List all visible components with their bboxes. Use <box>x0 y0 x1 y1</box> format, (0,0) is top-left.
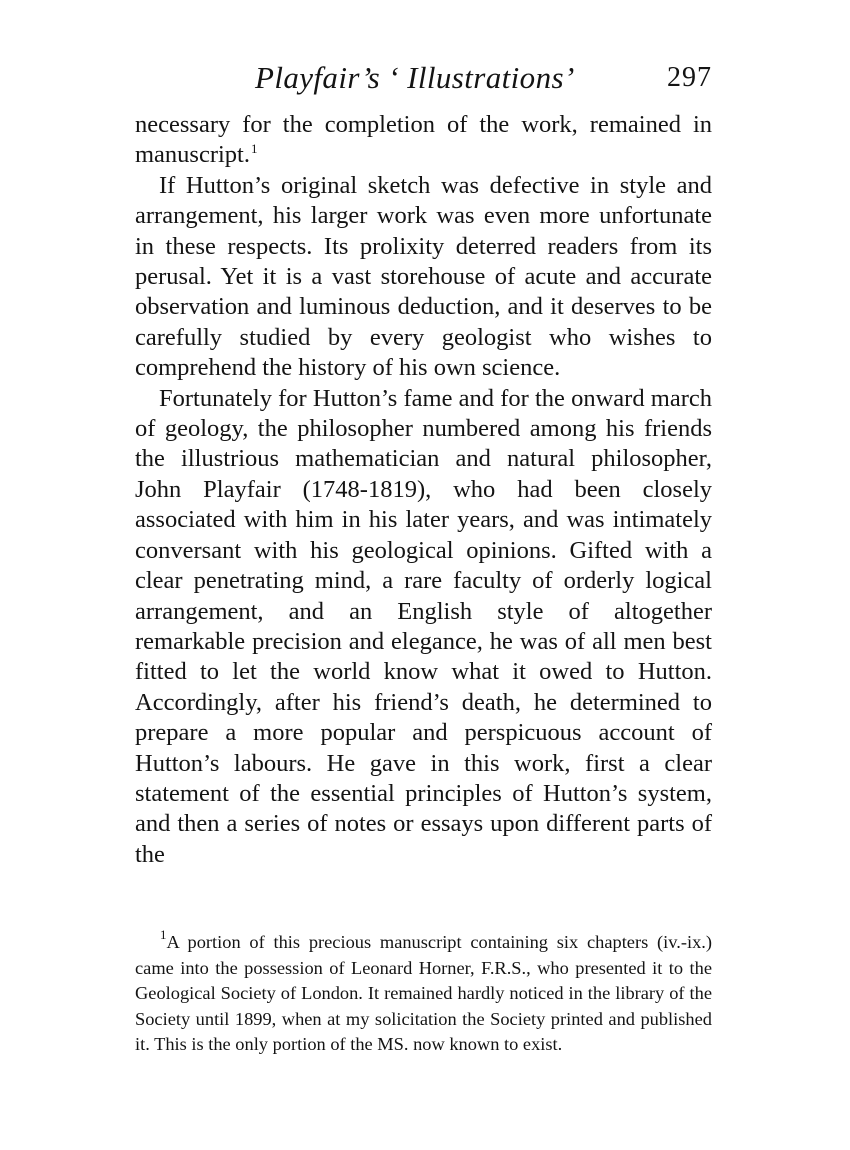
paragraph-2: If Hutton’s original sketch was defective in style and arrangement, his larger work was even more unfortunate in these respects. Its prolixity deterred readers from its perusal. Yet it is a vast storehouse of acute and accurate observation and luminous deduction, and it deserves to be carefully studied by every geologist who wishes to comprehend the history of his own science. <box>135 171 712 382</box>
footnote <box>135 927 712 1058</box>
footnote-text: A portion of this precious manuscript containing six chapters (iv.-ix.) came into the possession of Leonard Horner, F.R.S., who presented it to the Geological Society of London. It remained hardly noticed in the library of the Society until 1899, when at my solicitation the Society printed and published it. This is the only portion of the MS. now known to exist. <box>135 932 712 1055</box>
footnote-reference: 1 <box>251 141 258 157</box>
footnote-block <box>135 927 712 1058</box>
body-text <box>135 110 712 870</box>
paragraph-1 <box>135 110 712 171</box>
page-number: 297 <box>667 62 712 93</box>
footnote-marker: 1 <box>160 927 167 942</box>
running-head <box>135 60 712 100</box>
running-title: Playfair’s ‘ Illustrations’ <box>255 60 575 95</box>
paragraph-3: Fortunately for Hutton’s fame and for the onward march of geology, the philosopher numbered among his friends the illustrious mathematician and natural philosopher, John Playfair (1748-1819), who had been closely associated with him in his later years, and was intimately conversant with his geological opinions. Gifted with a clear penetrating mind, a rare faculty of orderly logical arrangement, and an English style of altogether remarkable precision and elegance, he was of all men best fitted to let the world know what it owed to Hutton. Accordingly, after his friend’s death, he determined to prepare a more popular and perspicuous account of Hutton’s labours. He gave in this work, first a clear statement of the essential principles of Hutton’s system, and then a series of notes or essays upon different parts of the <box>135 384 712 868</box>
paragraph-1-text: necessary for the completion of the work, remained in manuscript. <box>135 111 712 169</box>
